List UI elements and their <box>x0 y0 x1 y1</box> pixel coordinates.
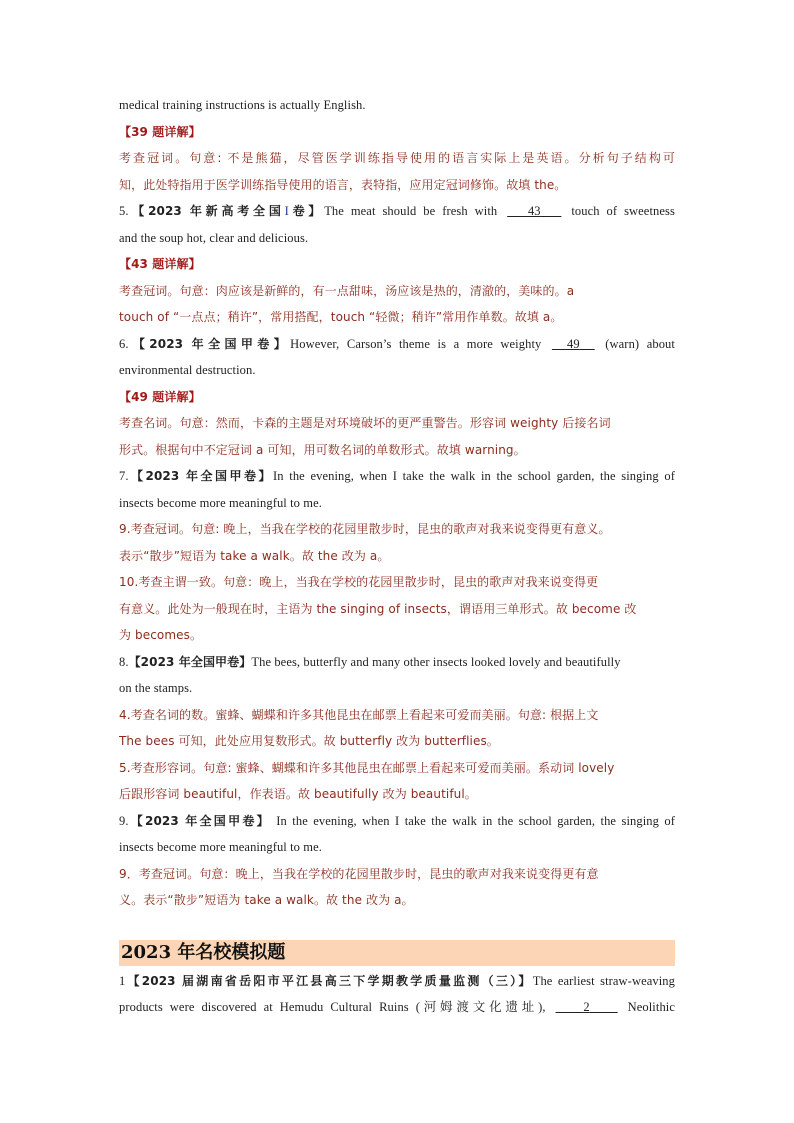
question-7 <box>119 463 675 490</box>
explanation-line: 有意义。此处为一般现在时，主语为 the singing of insects，谓语用三单形式。故 become 改 <box>119 601 637 616</box>
question-number: 1 <box>119 973 126 988</box>
source-tag-roman: I <box>284 204 289 218</box>
question-text: touch of sweetness <box>571 204 675 218</box>
explanation-line: touch of “一点点；稍许”，常用搭配，touch “轻微；稍许”常用作单数。故填 a。 <box>119 310 563 324</box>
answer-blank: 2 <box>583 1000 590 1014</box>
question-text: In the evening, when I take the walk in the school garden, the singing of <box>276 813 675 828</box>
explanation-line: 形式。根据句中不定冠词 a 可知，用可数名词的单数形式。故填 warning。 <box>119 442 526 457</box>
explanation-line: 为 becomes。 <box>119 628 203 642</box>
explanation-line: The bees 可知，此处应用复数形式。故 butterfly 改为 butterflies。 <box>119 734 499 748</box>
question-number: 8. <box>119 654 129 669</box>
question-9 <box>119 808 675 835</box>
explanation-line: 义。表示“散步”短语为 take a walk。故 the 改为 a。 <box>119 893 414 907</box>
source-tag: 【2023 年全国甲卷】 <box>128 813 271 828</box>
explanation-line: 表示“散步”短语为 take a walk。故 the 改为 a。 <box>119 548 390 563</box>
question-line: and the soup hot, clear and delicious. <box>119 230 309 245</box>
source-tag-tail: 卷】 <box>288 204 325 218</box>
content-column <box>119 92 675 1021</box>
source-tag: 【2023 年全国甲卷】 <box>128 654 252 669</box>
explanation-line: 考查冠词。句意: 不是熊猫，尽管医学训练指导使用的语言实际上是英语。分析句子结构可 <box>119 151 675 165</box>
question-number: 5. <box>119 204 129 218</box>
source-tag-open: 【 <box>128 204 149 218</box>
simulation-question-1 <box>119 968 675 995</box>
explanation-line: 考查冠词。句意：肉应该是新鲜的，有一点甜味，汤应该是热的，清澈的，美味的。a <box>119 283 575 298</box>
explanation-line: 考查名词。句意：然而，卡森的主题是对环境破坏的更严重警告。形容词 weighty 后接名词 <box>119 416 611 430</box>
question-number: 9. <box>119 813 129 828</box>
question-text: products were discovered at Hemudu Cultural Ruins (河姆渡文化遗址), <box>119 1000 546 1014</box>
question-text: However, Carson’s theme is a more weighty <box>290 336 542 351</box>
question-line: insects become more meaningful to me. <box>119 840 322 854</box>
question-number: 6. <box>119 336 129 351</box>
question-text: (warn) about <box>605 336 675 351</box>
explanation-line: 后跟形容词 beautiful，作表语。故 beautifully 改为 beautiful。 <box>119 787 477 801</box>
explanation-line: 9.考查冠词。句意: 晚上，当我在学校的花园里散步时，昆虫的歌声对我来说变得更有意义。 <box>119 522 611 536</box>
text-line: medical training instructions is actually English. <box>119 98 366 112</box>
question-line: on the stamps. <box>119 681 193 695</box>
source-tag: 【2023 年全国甲卷】 <box>128 469 274 483</box>
explanation-label: 【39 题详解】 <box>119 124 201 139</box>
question-text: The meat should be fresh with <box>324 204 498 218</box>
source-tag: 【2023 届湖南省岳阳市平江县高三下学期教学质量监测（三）】 <box>125 973 533 988</box>
question-text: The bees, butterfly and many other insects looked lovely and beautifully <box>251 654 621 669</box>
question-5 <box>119 198 675 225</box>
explanation-line: 9．考查冠词。句意：晚上，当我在学校的花园里散步时，昆虫的歌声对我来说变得更有意 <box>119 866 599 881</box>
question-line <box>119 994 675 1021</box>
question-text: In the evening, when I take the walk in the school garden, the singing of <box>273 469 675 483</box>
explanation-line: 10.考查主谓一致。句意：晚上，当我在学校的花园里散步时，昆虫的歌声对我来说变得更 <box>119 575 599 589</box>
question-line: environmental destruction. <box>119 363 256 377</box>
explanation-line: 知，此处特指用于医学训练指导使用的语言，表特指，应用定冠词修饰。故填 the。 <box>119 177 567 192</box>
question-line: insects become more meaningful to me. <box>119 495 322 510</box>
section-heading: 2023 年名校模拟题 <box>119 940 675 966</box>
explanation-line: 4.考查名词的数。蜜蜂、蝴蝶和许多其他昆虫在邮票上看起来可爱而美丽。句意: 根据上文 <box>119 707 599 722</box>
answer-blank: 49 <box>566 336 580 351</box>
explanation-label: 【49 题详解】 <box>119 389 201 404</box>
source-tag: 【2023 年全国甲卷】 <box>128 336 291 351</box>
question-text: The earliest straw-weaving <box>532 973 675 988</box>
explanation-label: 【43 题详解】 <box>119 257 201 271</box>
question-8 <box>119 649 675 676</box>
answer-blank: 43 <box>527 204 541 218</box>
explanation-line: 5.考查形容词。句意: 蜜蜂、蝴蝶和许多其他昆虫在邮票上看起来可爱而美丽。系动词 lovely <box>119 760 615 775</box>
question-number: 7. <box>119 469 129 483</box>
question-6 <box>119 331 675 358</box>
source-tag-year: 2023 年新高考全国 <box>148 204 285 218</box>
question-text: Neolithic <box>627 1000 675 1014</box>
